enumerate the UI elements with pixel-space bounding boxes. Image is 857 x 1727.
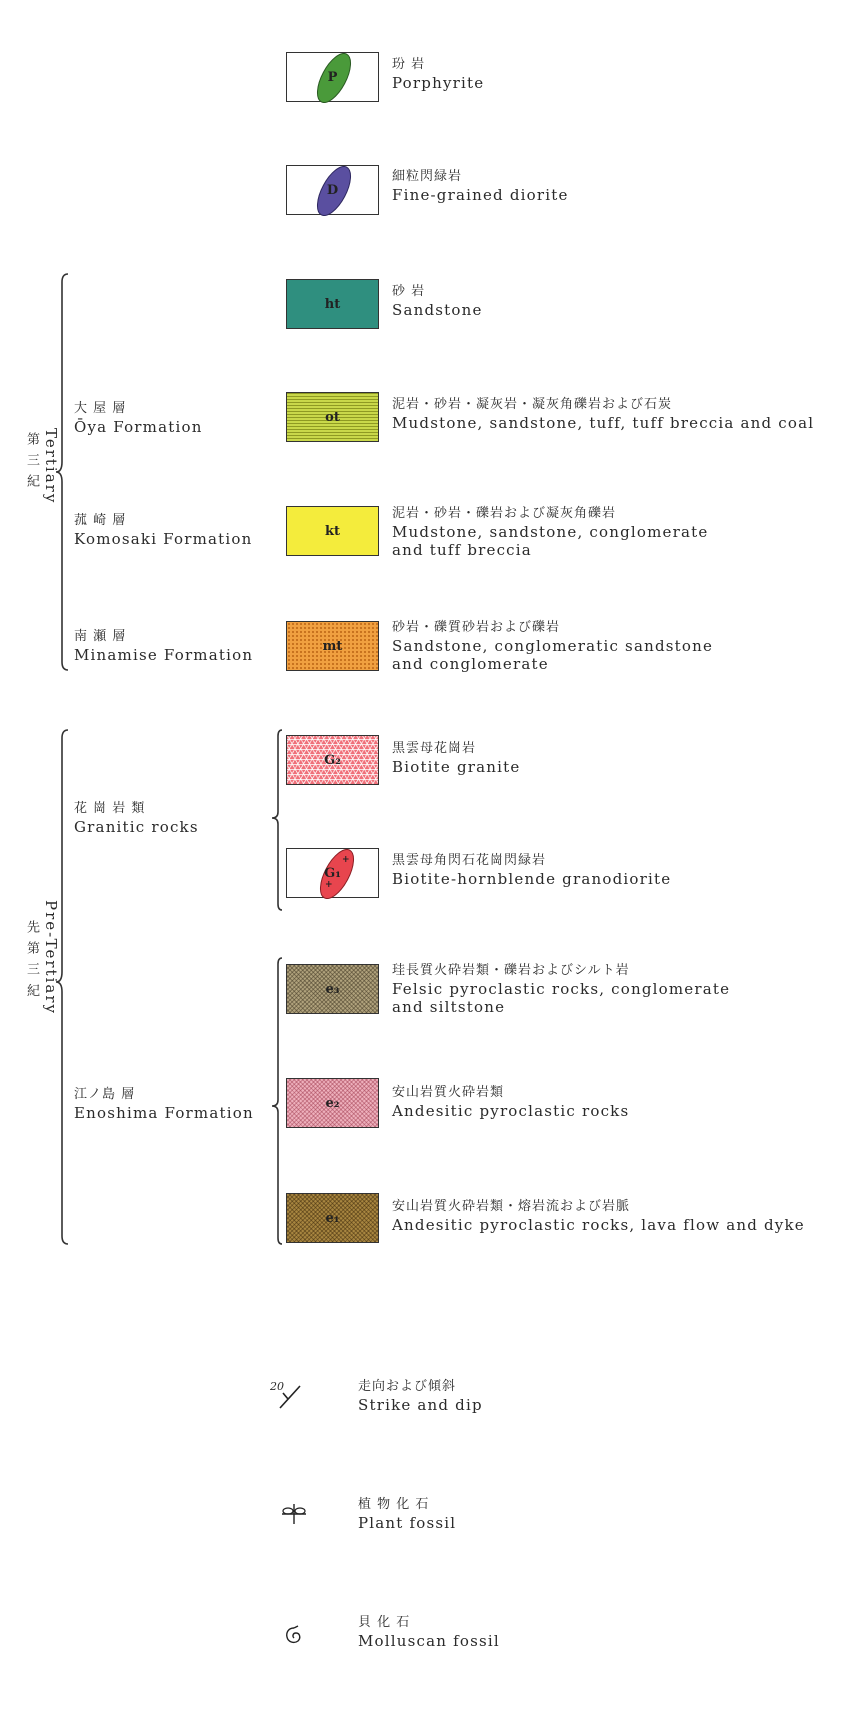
legend-item-ot: [392, 396, 814, 432]
swatch-symbol: G₁: [324, 865, 341, 881]
formation-name-en: Enoshima Formation: [74, 1104, 254, 1122]
unit-name-jp: 黒雲母花崗岩: [392, 741, 477, 756]
legend-item-plant-fossil: [358, 1496, 456, 1532]
legend-item-molluscan-fossil: [358, 1614, 500, 1650]
legend-swatch-mt: [286, 621, 379, 671]
legend-item-e3: [392, 962, 730, 1016]
unit-name-en: Andesitic pyroclastic rocks: [392, 1102, 630, 1120]
period-pre-tertiary-jp: 先 第 三 紀: [24, 920, 39, 999]
unit-name-en: Porphyrite: [392, 74, 485, 92]
formation-granitic-rocks: [74, 800, 199, 836]
symbol-name-en: Plant fossil: [358, 1514, 457, 1532]
swatch-symbol: mt: [322, 638, 343, 654]
swatch-symbol: P: [327, 69, 338, 85]
period-tertiary-en: Tertiary: [42, 428, 60, 505]
legend-swatch-e2: [286, 1078, 379, 1128]
unit-name-jp: 砂岩・礫質砂岩および礫岩: [392, 620, 561, 635]
swatch-symbol: e₁: [325, 1210, 340, 1226]
formation-name-en: Komosaki Formation: [74, 530, 253, 548]
unit-name-en-line2: and tuff breccia: [392, 541, 532, 559]
unit-name-jp: 砂 岩: [392, 284, 426, 299]
formation-name-jp: 大 屋 層: [74, 401, 127, 416]
formation-minamise: [74, 628, 253, 664]
svg-text:+: +: [342, 855, 350, 865]
legend-item-kt: [392, 505, 708, 559]
swatch-symbol: kt: [324, 523, 340, 539]
legend-item-granodiorite: [392, 852, 671, 888]
unit-name-jp: 玢 岩: [392, 57, 426, 72]
unit-name-jp: 泥岩・砂岩・礫岩および凝灰角礫岩: [392, 506, 617, 521]
formation-name-en: Ōya Formation: [74, 418, 203, 436]
formation-komosaki: [74, 512, 252, 548]
legend-swatch-ht: [286, 279, 379, 329]
unit-name-en: Biotite granite: [392, 758, 521, 776]
swatch-symbol: ht: [324, 296, 341, 312]
period-tertiary-jp: 第 三 紀: [24, 432, 39, 490]
formation-name-en: Minamise Formation: [74, 646, 254, 664]
legend-swatch-g2: [286, 735, 379, 785]
legend-swatch-g1: [286, 848, 379, 898]
legend-item-porphyrite: [392, 56, 484, 92]
unit-name-en: Sandstone: [392, 301, 483, 319]
legend-swatch-porphyrite: [286, 52, 379, 102]
formation-name-jp: 江ノ島 層: [74, 1087, 136, 1102]
legend-swatch-e3: [286, 964, 379, 1014]
swatch-symbol: G₂: [324, 752, 341, 768]
legend-item-strike-dip: [358, 1378, 483, 1414]
granitic-rocks-brace: [270, 728, 286, 918]
unit-name-jp: 泥岩・砂岩・凝灰岩・凝灰角礫岩および石炭: [392, 397, 673, 412]
legend-swatch-kt: [286, 506, 379, 556]
symbol-name-jp: 走向および傾斜: [358, 1379, 457, 1394]
symbol-name-en: Strike and dip: [358, 1396, 483, 1414]
legend-swatch-fine-grained-diorite: [286, 165, 379, 215]
legend-item-biotite-granite: [392, 740, 520, 776]
symbol-name-jp: 植 物 化 石: [358, 1497, 430, 1512]
unit-name-jp: 細粒閃緑岩: [392, 169, 463, 184]
unit-name-jp: 黒雲母角閃石花崗閃緑岩: [392, 853, 547, 868]
symbol-name-jp: 貝 化 石: [358, 1615, 411, 1630]
formation-name-jp: 南 瀬 層: [74, 629, 127, 644]
unit-name-jp: 安山岩質火砕岩類・熔岩流および岩脈: [392, 1199, 631, 1214]
symbol-name-en: Molluscan fossil: [358, 1632, 500, 1650]
formation-name-en: Granitic rocks: [74, 818, 199, 836]
legend-swatch-ot: [286, 392, 379, 442]
unit-name-en: Felsic pyroclastic rocks, conglomerate: [392, 980, 731, 998]
unit-name-en-line2: and conglomerate: [392, 655, 549, 673]
unit-name-en: Biotite-hornblende granodiorite: [392, 870, 672, 888]
period-pre-tertiary-en: Pre-Tertiary: [42, 900, 60, 1015]
formation-name-jp: 菰 崎 層: [74, 513, 127, 528]
legend-item-fine-grained-diorite: [392, 168, 569, 204]
formation-enoshima: [74, 1086, 254, 1122]
unit-name-jp: 安山岩質火砕岩類: [392, 1085, 505, 1100]
unit-name-jp: 珪長質火砕岩類・礫岩およびシルト岩: [392, 963, 630, 978]
legend-swatch-e1: [286, 1193, 379, 1243]
unit-name-en: Mudstone, sandstone, tuff, tuff breccia and coal: [392, 414, 815, 432]
unit-name-en: Sandstone, conglomeratic sandstone: [392, 637, 714, 655]
formation-oya: [74, 400, 203, 436]
unit-name-en: Fine-grained diorite: [392, 186, 569, 204]
svg-text:+: +: [325, 880, 333, 890]
plant-fossil-icon: [280, 1502, 308, 1526]
unit-name-en-line2: and siltstone: [392, 998, 506, 1016]
swatch-symbol: e₂: [325, 1095, 340, 1111]
swatch-symbol: e₃: [325, 981, 340, 997]
legend-item-mt: [392, 619, 713, 673]
enoshima-formation-brace: [270, 956, 286, 1256]
legend-item-e2: [392, 1084, 629, 1120]
molluscan-fossil-icon: [283, 1624, 305, 1646]
formation-name-jp: 花 崗 岩 類: [74, 801, 146, 816]
swatch-symbol: D: [326, 182, 339, 198]
legend-item-sandstone: [392, 283, 483, 319]
dip-angle-value: 20: [270, 1380, 284, 1393]
unit-name-en: Andesitic pyroclastic rocks, lava flow and dyke: [392, 1216, 805, 1234]
legend-item-e1: [392, 1198, 805, 1234]
unit-name-en: Mudstone, sandstone, conglomerate: [392, 523, 709, 541]
strike-dip-symbol-icon: [270, 1380, 310, 1416]
swatch-symbol: ot: [325, 409, 340, 425]
